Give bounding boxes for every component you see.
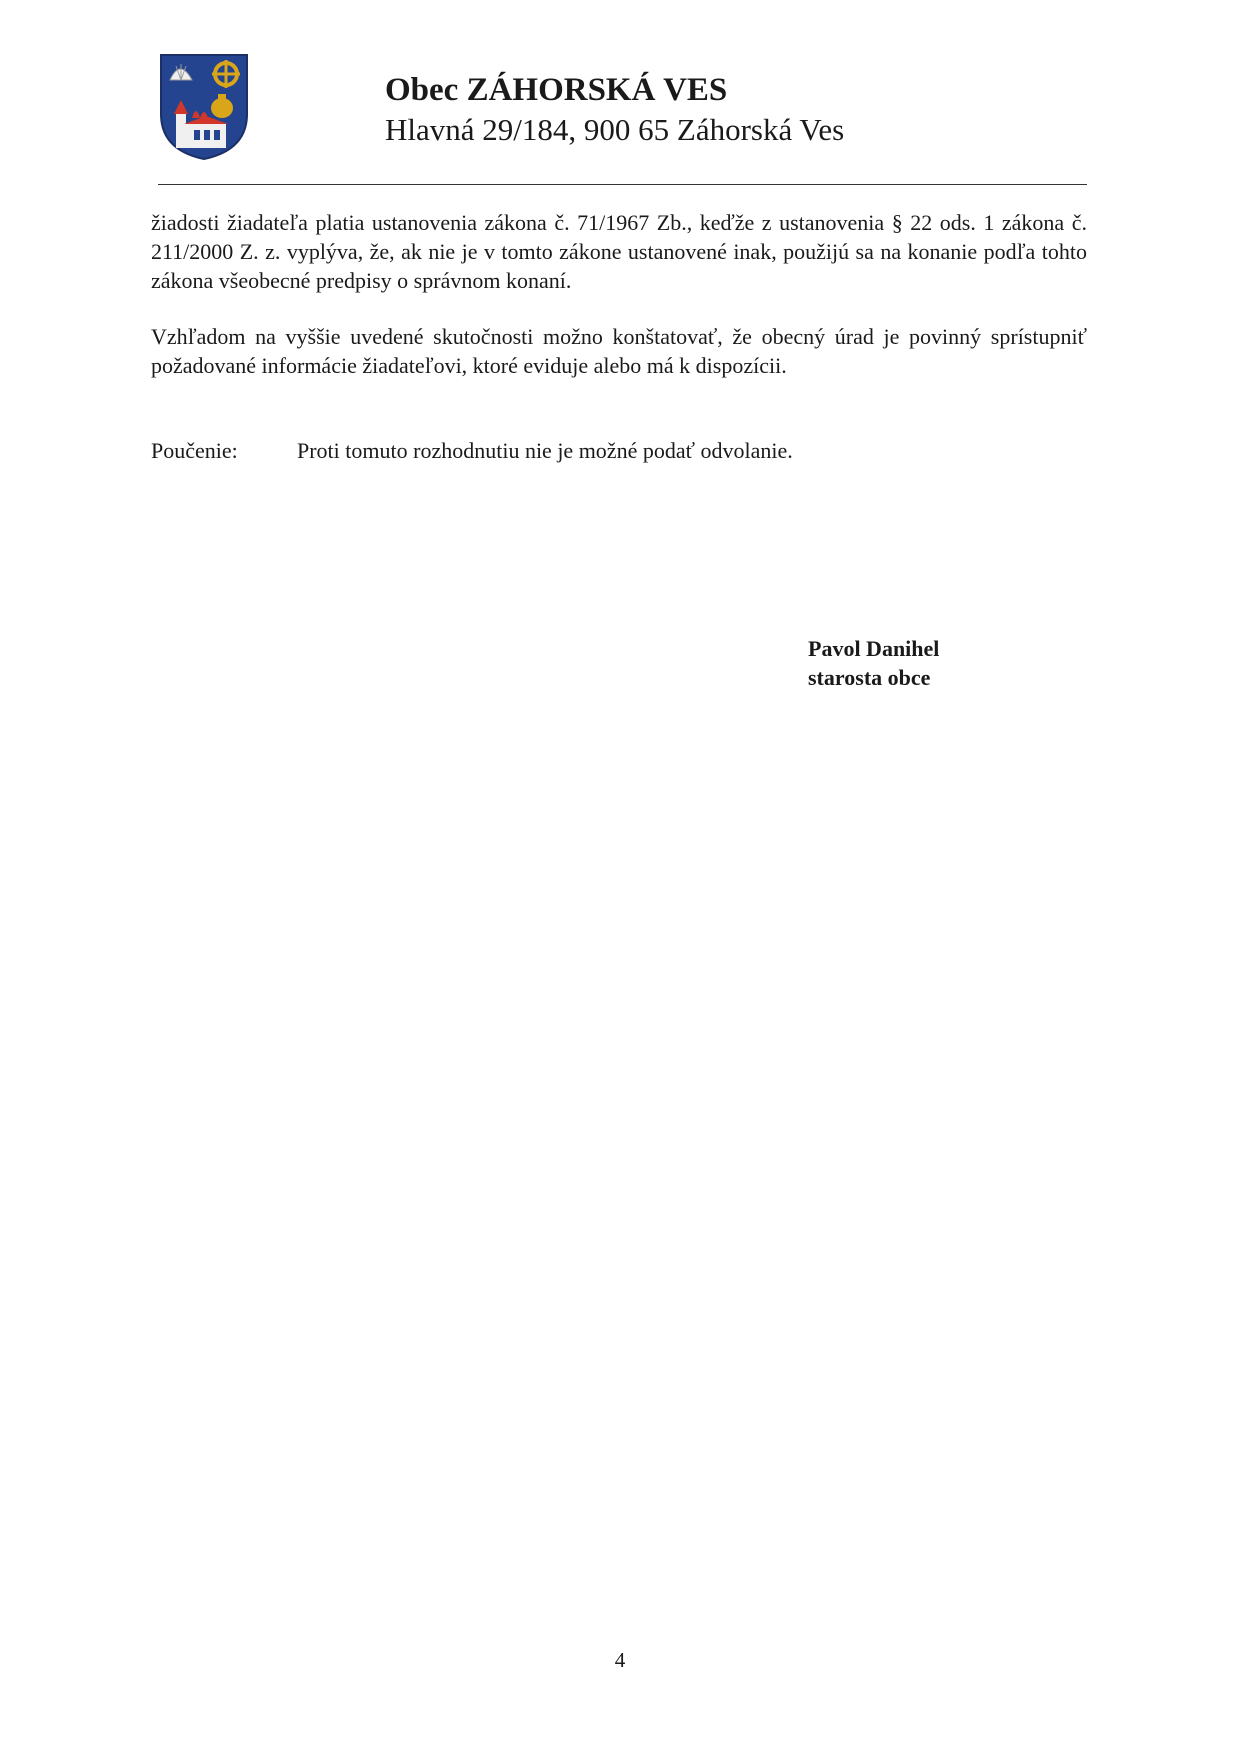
paragraph-legal-basis: žiadosti žiadateľa platia ustanovenia zákona č. 71/1967 Zb., keďže z ustanovenia § 22 ods. 1 zákona č. 211/2000 Z. z. vyplýva, že, ak nie je v tomto zákone ustanovené inak, použijú sa na konanie podľa tohto zákona všeobecné predpisy o správnom konaní. [151, 210, 1087, 293]
organization-address: Hlavná 29/184, 900 65 Záhorská Ves [385, 112, 845, 147]
organization-name: Obec ZÁHORSKÁ VES [385, 72, 728, 108]
signatory-title: starosta obce [808, 665, 931, 690]
signatory-name: Pavol Danihel [808, 636, 940, 661]
notice-text: Proti tomuto rozhodnutiu nie je možné podať odvolanie. [297, 438, 793, 463]
appeal-notice [151, 436, 793, 465]
header-divider [158, 184, 1087, 185]
notice-label: Poučenie: [151, 438, 238, 463]
organization-header [385, 70, 844, 150]
signature-block [808, 634, 939, 692]
coat-of-arms-icon [158, 52, 250, 162]
paragraph-conclusion: Vzhľadom na vyššie uvedené skutočnosti možno konštatovať, že obecný úrad je povinný sprístupniť požadované informácie žiadateľovi, ktoré eviduje alebo má k dispozícii. [151, 324, 1087, 378]
page-number: 4 [614, 1648, 626, 1672]
